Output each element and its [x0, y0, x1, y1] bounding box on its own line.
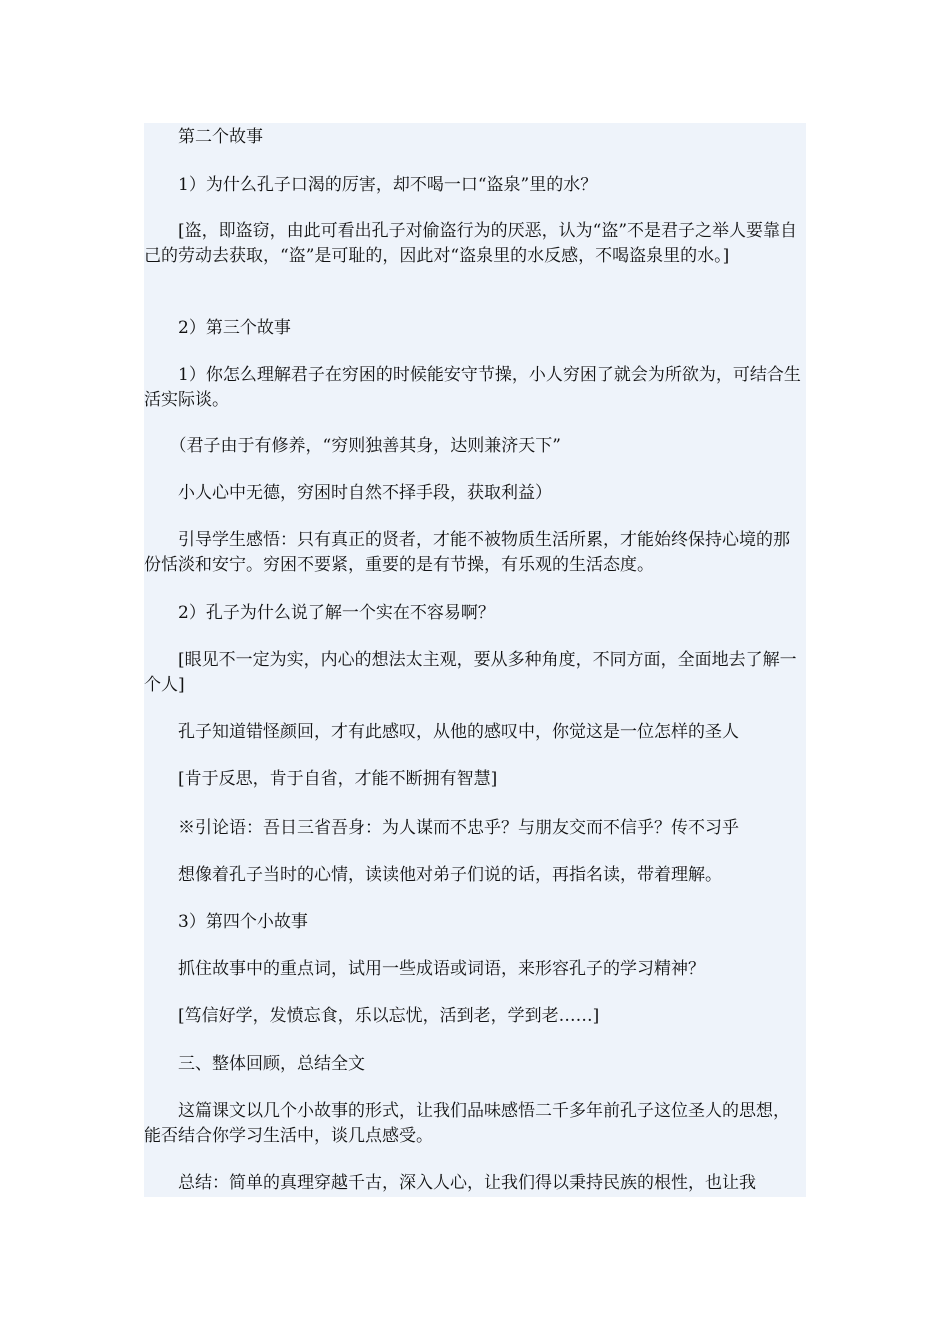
answer-paragraph: [笃信好学，发愤忘食，乐以忘忧，活到老，学到老……]: [144, 1006, 600, 1026]
document-text-block: [144, 123, 806, 1197]
activity-paragraph: 想像着孔子当时的心情，读读他对弟子们说的话，再指名读，带着理解。: [144, 865, 722, 885]
answer-paragraph: [眼见不一定为实，内心的想法太主观，要从多种角度，不同方面，全面地去了解一个人]: [144, 650, 797, 695]
answer-paragraph: 小人心中无德，穷困时自然不择手段，获取利益）: [144, 483, 552, 503]
section-heading-third-story: 2）第三个故事: [144, 318, 291, 338]
answer-paragraph: （君子由于有修养，“穷则独善其身，达则兼济天下”: [144, 436, 561, 456]
answer-paragraph: [盗，即盗窃，由此可看出孔子对偷盗行为的厌恶，认为“盗”不是君子之举人要靠自己的劳动去获取，“盗”是可耻的，因此对“盗泉里的水反感，不喝盗泉里的水。]: [144, 221, 798, 266]
section-heading-fourth-story: 3）第四个小故事: [144, 912, 308, 932]
question-paragraph: 抓住故事中的重点词，试用一些成语或词语，来形容孔子的学习精神？: [144, 959, 705, 979]
quote-paragraph: ※引论语：吾日三省吾身：为人谋而不忠乎？与朋友交而不信乎？传不习乎: [144, 818, 739, 838]
question-paragraph: 2）孔子为什么说了解一个实在不容易啊？: [144, 603, 495, 623]
section-heading-second-story: 第二个故事: [144, 127, 263, 147]
question-paragraph: 孔子知道错怪颜回，才有此感叹，从他的感叹中，你觉这是一位怎样的圣人: [144, 722, 739, 742]
question-paragraph: 1）为什么孔子口渴的厉害，却不喝一口“盗泉”里的水？: [144, 175, 598, 195]
answer-paragraph: [肯于反思，肯于自省，才能不断拥有智慧]: [144, 769, 498, 789]
section-heading-review: 三、整体回顾，总结全文: [144, 1054, 365, 1074]
question-paragraph: 1）你怎么理解君子在穷困的时候能安守节操，小人穷困了就会为所欲为，可结合生活实际谈。: [144, 365, 801, 410]
review-paragraph: 这篇课文以几个小故事的形式，让我们品味感悟二千多年前孔子这位圣人的思想，能否结合你学习生活中，谈几点感受。: [144, 1101, 790, 1146]
summary-paragraph: 总结：简单的真理穿越千古，深入人心，让我们得以秉持民族的根性，也让我: [144, 1173, 756, 1193]
guidance-paragraph: 引导学生感悟：只有真正的贤者，才能不被物质生活所累，才能始终保持心境的那份恬淡和安宁。穷困不要紧，重要的是有节操，有乐观的生活态度。: [144, 530, 790, 575]
